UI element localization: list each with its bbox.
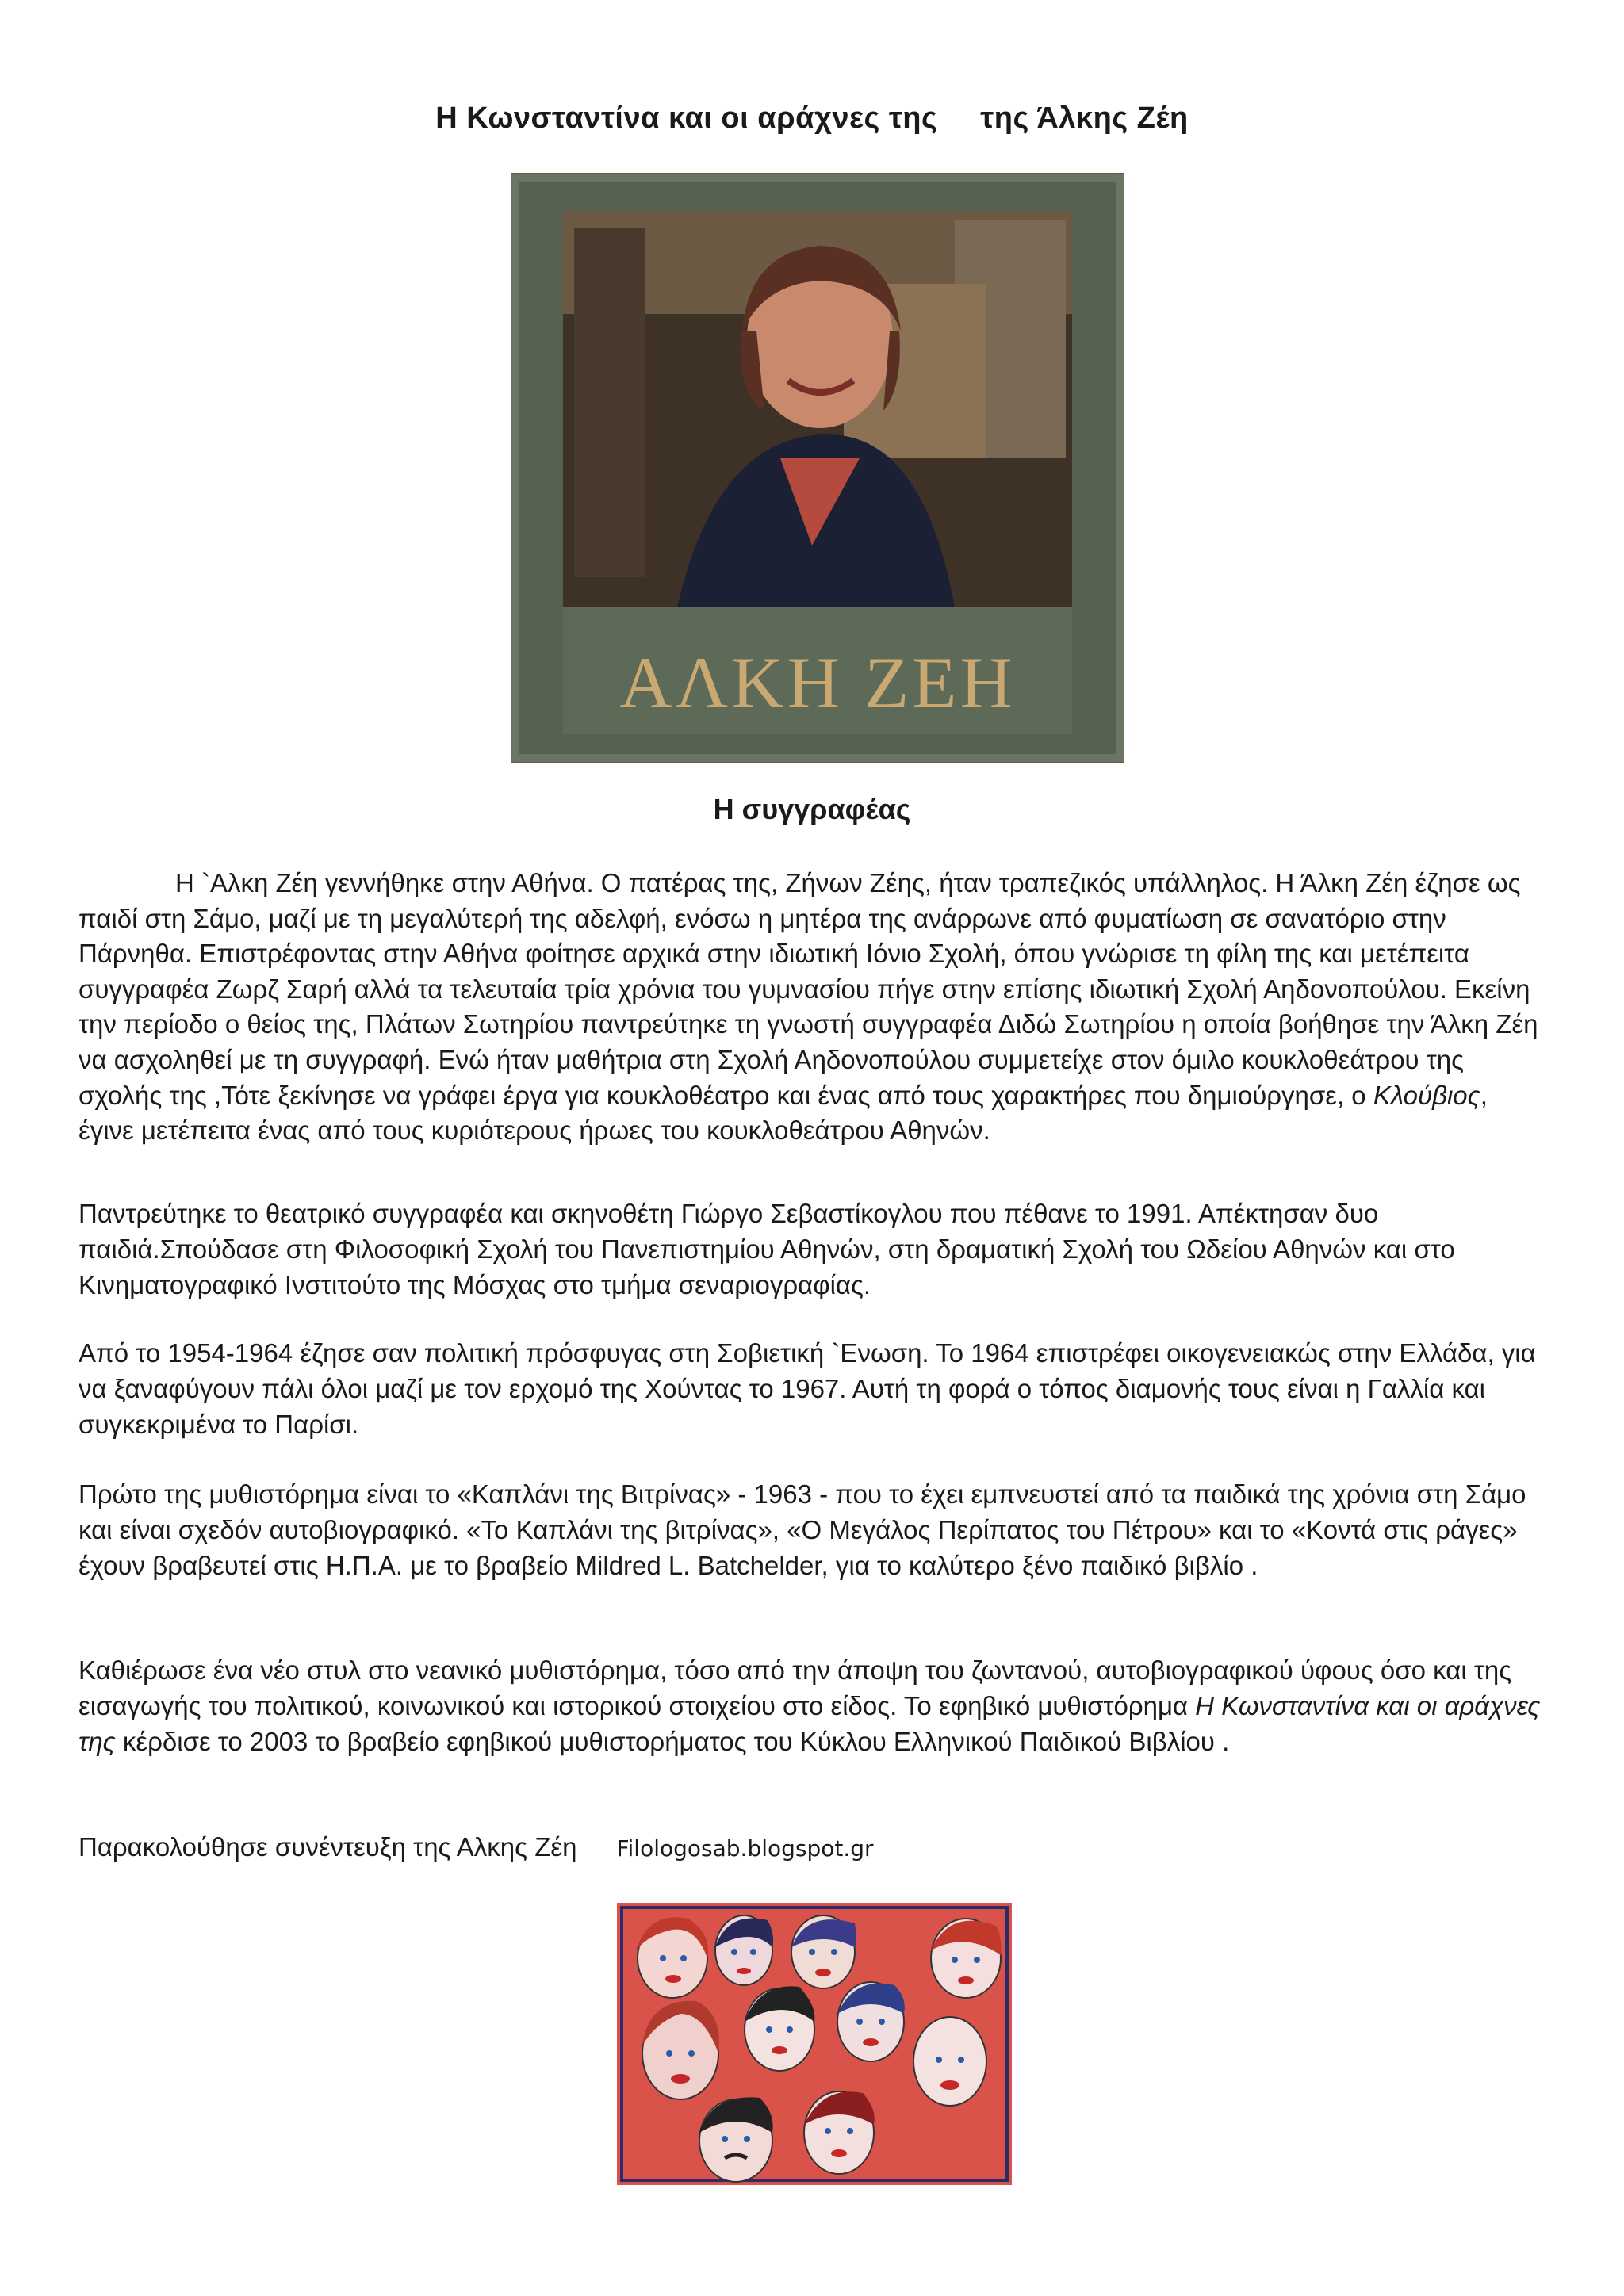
paragraph-text: Παντρεύτηκε το θεατρικό συγγραφέα και σκηνοθέτη Γιώργο Σεβαστίκογλου που πέθανε το 1991. Απέκτησαν δυο παιδιά.Σπούδασε στη Φιλοσοφική Σχολή του Πανεπιστημίου Αθηνών, στη δραματική Σχολή του Ωδείου Αθηνών και στο Κινηματογραφικό Ινστιτούτο της Μόσχας στο τμήμα σεναριογραφίας. <box>79 1199 1455 1299</box>
paragraph-biography <box>79 866 1545 1149</box>
author-portrait <box>511 173 1124 763</box>
paragraph-text: Η `Αλκη Ζέη γεννήθηκε στην Αθήνα. Ο πατέρας της, Ζήνων Ζέης, ήταν τραπεζικός υπάλληλος. Η Άλκη Ζέη έζησε ως παιδί στη Σάμο, μαζί με τη μεγαλύτερή της αδελφή, ενόσω η μητέρα της ανάρρωνε από φυματίωση σε σανατόριο στην Πάρνηθα. Επιστρέφοντας στην Αθήνα φοίτησε αρχικά στην ιδιωτική Ιόνιο Σχολή, όπου γνώρισε τη φίλη της και μετέπειτα συγγραφέα Ζωρζ Σαρή αλλά τα τελευταία τρία χρόνια του γυμνασίου πήγε στην επίσης ιδιωτική Σχολή Αηδονοπούλου. Εκείνη την περίοδο ο θείος της, Πλάτων Σωτηρίου παντρεύτηκε τη γνωστή συγγραφέα Διδώ Σωτηρίου η οποία βοήθησε την Άλκη Ζέη να ασχοληθεί με τη συγγραφή. Ενώ ήταν μαθήτρια στη Σχολή Αηδονοπούλου συμμετείχε στον όμιλο κουκλοθεάτρου της σχολής της ,Τότε ξεκίνησε να γράφει έργα για κουκλοθέατρο και ένας από τους χαρακτήρες που δημιούργησε, ο <box>79 868 1538 1110</box>
section-subtitle: Η συγγραφέας <box>713 793 911 825</box>
portrait-caption: ΑΛΚΗ ΖΕΗ <box>619 642 1016 723</box>
title-book: Η Κωνσταντίνα και οι αράχνες της <box>435 101 938 135</box>
paragraph-first-novel <box>79 1476 1545 1583</box>
paragraph-text-end: κέρδισε το 2003 το βραβείο εφηβικού μυθιστορήματος του Κύκλου Ελληνικού Παιδικού Βιβλίου . <box>115 1727 1230 1756</box>
interview-line <box>79 1832 874 1862</box>
paragraph-style <box>79 1652 1545 1759</box>
blog-link[interactable]: Filologosab.blogspot.gr <box>616 1835 874 1862</box>
paragraph-text-end: , έγινε μετέπειτα ένας από τους κυριότερους ήρωες του κουκλοθεάτρου Αθηνών. <box>79 1080 1488 1146</box>
document-title <box>0 101 1624 136</box>
faces-drawing-picture <box>617 1903 1012 2185</box>
paragraph-text: Από το 1954-1964 έζησε σαν πολιτική πρόσφυγας στη Σοβιετική `Ενωση. Το 1964 επιστρέφει οικογενειακώς στην Ελλάδα, για να ξαναφύγουν πάλι όλοι μαζί με τον ερχομό της Χούντας το 1967. Αυτή τη φορά ο τόπος διαμονής τους είναι η Γαλλία και συγκεκριμένα το Παρίσι. <box>79 1338 1536 1439</box>
title-author: της Άλκης Ζέη <box>980 101 1189 135</box>
paragraph-marriage <box>79 1196 1545 1303</box>
italic-book-title: Η Κωνσταντίνα και οι αράχνες της <box>79 1691 1541 1756</box>
interview-text: Παρακολούθησε συνέντευξη της Αλκης Ζέη <box>79 1832 577 1862</box>
paragraph-exile <box>79 1335 1545 1442</box>
paragraph-text: Καθιέρωσε ένα νέο στυλ στο νεανικό μυθιστόρημα, τόσο από την άποψη του ζωντανού, αυτοβιογραφικού ύφους όσο και της εισαγωγής του πολιτικού, κοινωνικού και ιστορικού στοιχείου στο είδος. Το εφηβικό μυθιστόρημα <box>79 1655 1512 1720</box>
italic-character-name: Κλούβιος <box>1373 1080 1480 1110</box>
children-drawing <box>617 1903 1012 2185</box>
paragraph-text: Πρώτο της μυθιστόρημα είναι το «Καπλάνι της Βιτρίνας» - 1963 - που το έχει εμπνευστεί από τα παιδικά της χρόνια στη Σάμο και είναι σχεδόν αυτοβιογραφικό. «Το Καπλάνι της βιτρίνας», «Ο Μεγάλος Περίπατος του Πέτρου» και το «Κοντά στις ράγες» έχουν βραβευτεί στις Η.Π.Α. με το βραβείο Mildred L. Batchelder, για το καλύτερο ξένο παιδικό βιβλίο . <box>79 1479 1526 1580</box>
